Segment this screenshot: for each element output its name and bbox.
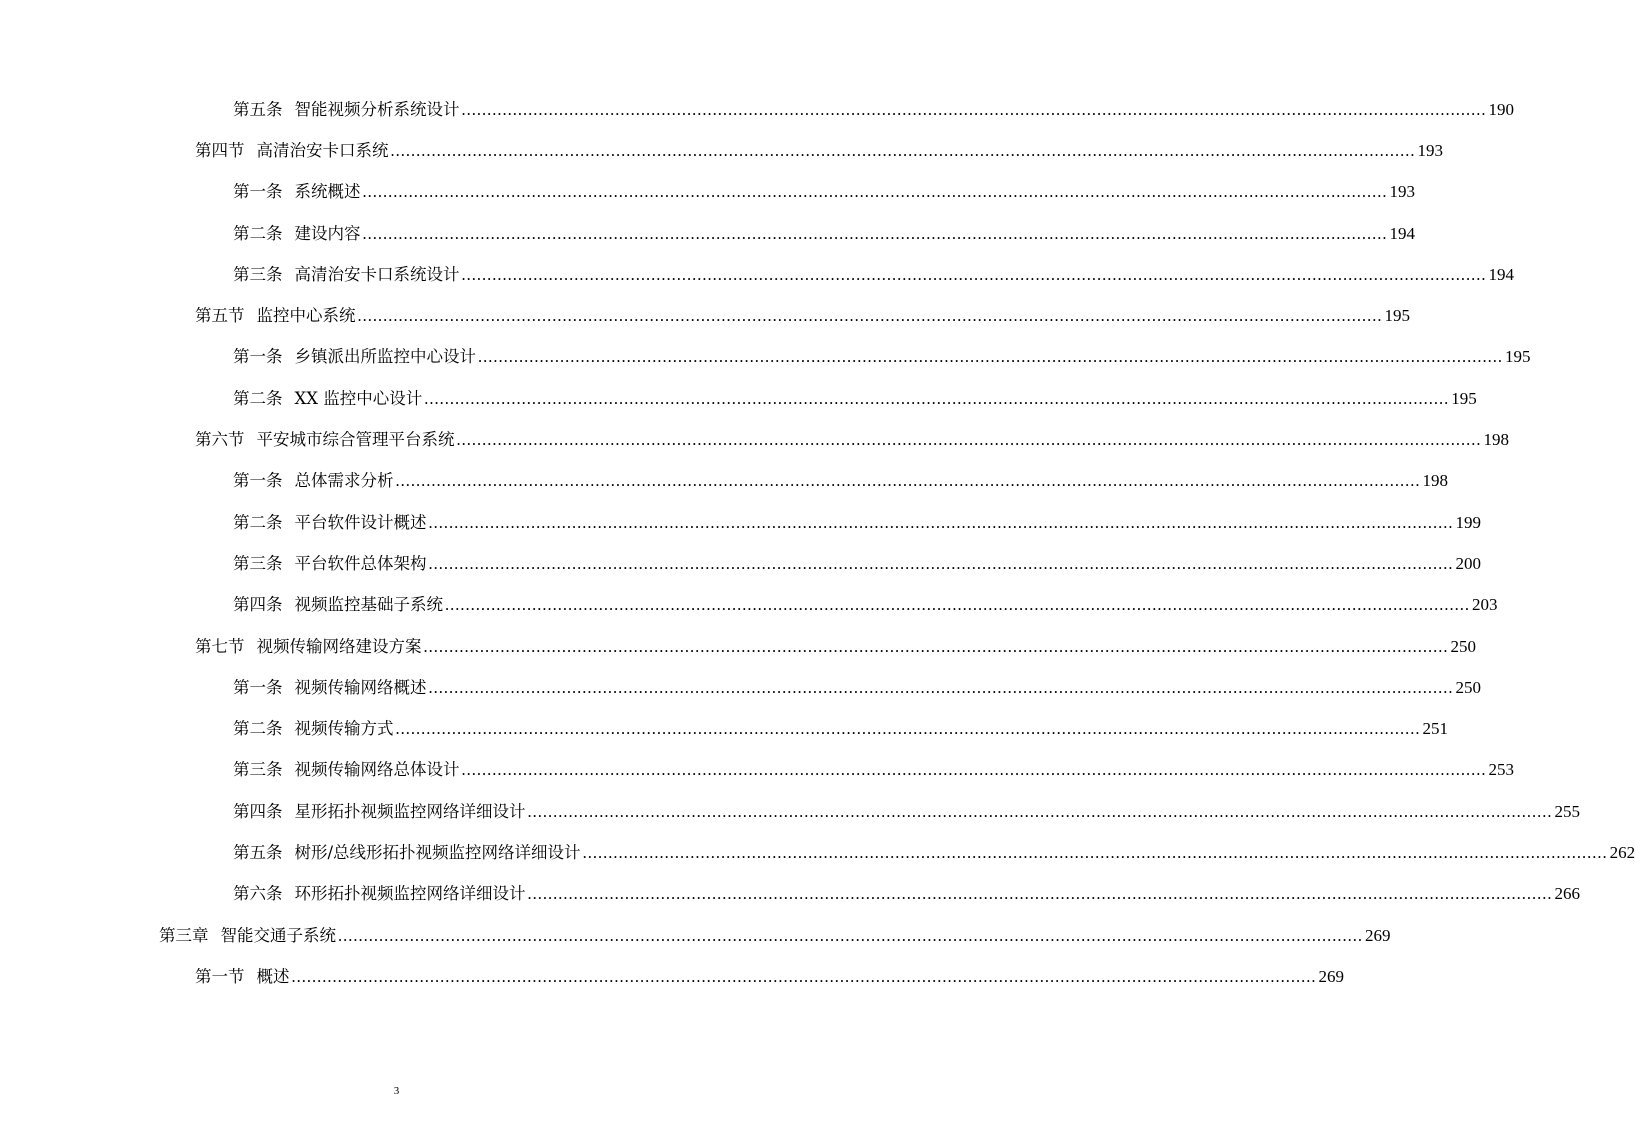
toc-entry-title: 平台软件设计概述: [294, 512, 427, 532]
toc-entry-page: 194: [1389, 223, 1415, 243]
toc-entry-label: [233, 346, 476, 368]
toc-leader-dots: ........................................................................................................................................................................................................: [291, 966, 1317, 986]
toc-entry-page: 195: [1451, 388, 1477, 408]
toc-entry[interactable]: [0, 956, 1344, 997]
toc-entry-number: 第一条: [233, 677, 283, 697]
toc-leader-dots: ........................................................................................................................................................................................................: [428, 512, 1454, 532]
toc-entry[interactable]: [0, 213, 1415, 254]
toc-entry-title: 平台软件总体架构: [294, 553, 427, 573]
toc-entry-page: 262: [1609, 842, 1635, 862]
toc-leader-dots: ........................................................................................................................................................................................................: [527, 884, 1553, 904]
toc-entry-label: [233, 801, 526, 823]
toc-entry-number: 第三条: [233, 760, 283, 780]
toc-entry-page: 255: [1554, 801, 1580, 821]
toc-entry-label: [233, 718, 394, 740]
toc-entry-label: [195, 966, 290, 988]
toc-entry-page: 250: [1450, 636, 1476, 656]
toc-entry-label: [233, 181, 361, 203]
toc-entry-label: [233, 470, 394, 492]
toc-entry-title: 智能视频分析系统设计: [294, 99, 460, 119]
toc-entry-title: 监控中心系统: [256, 306, 356, 326]
toc-entry-number: 第二条: [233, 223, 283, 243]
toc-entry-label: [195, 429, 455, 451]
toc-entry-label: [233, 553, 427, 575]
toc-entry[interactable]: [0, 172, 1415, 213]
toc-leader-dots: ........................................................................................................................................................................................................: [428, 677, 1454, 697]
toc-leader-dots: ........................................................................................................................................................................................................: [461, 760, 1487, 780]
toc-entry-title: 高清治安卡口系统: [256, 140, 389, 160]
toc-leader-dots: ........................................................................................................................................................................................................: [478, 347, 1503, 367]
toc-entry-number: 第三条: [233, 264, 283, 284]
toc-entry-number: 第四条: [233, 595, 283, 615]
toc-entry-label: [195, 305, 356, 327]
toc-entry-title: 概述: [256, 966, 290, 986]
toc-entry[interactable]: [0, 585, 1498, 626]
toc-entry-title: 环形拓扑视频监控网络详细设计: [294, 884, 526, 904]
toc-entry[interactable]: [0, 791, 1580, 832]
toc-entry-number: 第三章: [159, 925, 209, 945]
toc-entry-label: [233, 99, 460, 121]
toc-entry-page: 195: [1505, 347, 1531, 367]
toc-leader-dots: ........................................................................................................................................................................................................: [357, 306, 1383, 326]
toc-leader-dots: ........................................................................................................................................................................................................: [445, 595, 1470, 615]
toc-entry[interactable]: [0, 915, 1391, 956]
toc-leader-dots: ........................................................................................................................................................................................................: [423, 636, 1449, 656]
toc-leader-dots: ........................................................................................................................................................................................................: [362, 182, 1388, 202]
toc-entry-page: 198: [1483, 430, 1509, 450]
toc-entry-number: 第四节: [195, 140, 245, 160]
toc-leader-dots: ........................................................................................................................................................................................................: [395, 471, 1421, 491]
toc-entry-number: 第七节: [195, 636, 245, 656]
toc-entry-title: 智能交通子系统: [220, 925, 336, 945]
toc-entry-number: 第二条: [233, 388, 283, 408]
toc-entry-label: [233, 842, 581, 864]
toc-leader-dots: ........................................................................................................................................................................................................: [461, 264, 1487, 284]
toc-entry-label: [233, 388, 422, 410]
toc-entry-page: 195: [1384, 306, 1410, 326]
toc-entry-number: 第三条: [233, 553, 283, 573]
toc-entry-page: 194: [1488, 264, 1514, 284]
toc-entry-label: [159, 925, 336, 947]
toc-entry-page: 190: [1488, 99, 1514, 119]
toc-entry-page: 193: [1389, 182, 1415, 202]
toc-entry[interactable]: [0, 378, 1477, 419]
toc-entry[interactable]: [0, 295, 1410, 336]
toc-entry-label: [233, 677, 427, 699]
toc-entry[interactable]: [0, 626, 1476, 667]
toc-entry-title: 高清治安卡口系统设计: [294, 264, 460, 284]
toc-leader-dots: ........................................................................................................................................................................................................: [428, 553, 1454, 573]
toc-entry-label: [233, 883, 526, 905]
toc-leader-dots: ........................................................................................................................................................................................................: [461, 99, 1487, 119]
toc-leader-dots: ........................................................................................................................................................................................................: [582, 842, 1608, 862]
toc-entry-page: 253: [1488, 760, 1514, 780]
toc-entry-page: 269: [1318, 966, 1344, 986]
toc-entry-title: 系统概述: [294, 182, 361, 202]
toc-leader-dots: ........................................................................................................................................................................................................: [395, 719, 1421, 739]
toc-entry-page: 269: [1365, 925, 1391, 945]
toc-entry[interactable]: [0, 337, 1531, 378]
toc-entry[interactable]: [0, 543, 1481, 584]
toc-entry-number: 第六节: [195, 430, 245, 450]
toc-entry[interactable]: [0, 502, 1481, 543]
toc-leader-dots: ........................................................................................................................................................................................................: [362, 223, 1388, 243]
toc-entry-page: 193: [1417, 140, 1443, 160]
toc-entry-page: 198: [1422, 471, 1448, 491]
toc-entry-number: 第六条: [233, 884, 283, 904]
toc-entry-label: [233, 264, 460, 286]
toc-entry-page: 199: [1455, 512, 1481, 532]
page-number: 3: [393, 1085, 400, 1097]
toc-entry-title: 总体需求分析: [294, 471, 394, 491]
toc-entry-page: 200: [1455, 553, 1481, 573]
toc-entry-label: [195, 636, 422, 658]
toc-entry-number: 第二条: [233, 512, 283, 532]
toc-entry[interactable]: [0, 832, 1635, 873]
toc-entry-title: 视频传输网络建设方案: [256, 636, 422, 656]
toc-leader-dots: ........................................................................................................................................................................................................: [456, 430, 1482, 450]
toc-entry-title: 星形拓扑视频监控网络详细设计: [294, 801, 526, 821]
toc-entry[interactable]: [0, 667, 1481, 708]
toc-entry-number: 第四条: [233, 801, 283, 821]
table-of-contents: [0, 89, 1635, 998]
toc-entry[interactable]: [0, 750, 1514, 791]
toc-entry[interactable]: [0, 461, 1448, 502]
toc-entry-page: 251: [1422, 719, 1448, 739]
toc-entry-label: [233, 759, 460, 781]
toc-entry[interactable]: [0, 874, 1580, 915]
toc-entry-page: 250: [1455, 677, 1481, 697]
toc-leader-dots: ........................................................................................................................................................................................................: [338, 925, 1363, 945]
toc-entry-title: 视频传输网络总体设计: [294, 760, 460, 780]
toc-entry[interactable]: [0, 254, 1514, 295]
toc-leader-dots: ........................................................................................................................................................................................................: [424, 388, 1450, 408]
toc-entry-title: 平安城市综合管理平台系统: [256, 430, 455, 450]
toc-leader-dots: ........................................................................................................................................................................................................: [390, 140, 1416, 160]
toc-entry[interactable]: [0, 130, 1443, 171]
toc-entry-label: [233, 594, 443, 616]
toc-entry-number: 第五节: [195, 306, 245, 326]
toc-entry-title: 视频传输方式: [294, 719, 394, 739]
toc-entry-title: 乡镇派出所监控中心设计: [294, 347, 476, 367]
toc-entry-number: 第一条: [233, 182, 283, 202]
toc-entry-number: 第五条: [233, 99, 283, 119]
toc-entry[interactable]: [0, 89, 1514, 130]
toc-entry-label: [195, 140, 389, 162]
toc-entry-title: 视频监控基础子系统: [294, 595, 443, 615]
toc-entry-title: 建设内容: [294, 223, 361, 243]
toc-entry-title: XX 监控中心设计: [294, 388, 423, 408]
toc-leader-dots: ........................................................................................................................................................................................................: [527, 801, 1553, 821]
toc-entry[interactable]: [0, 708, 1448, 749]
toc-entry-number: 第五条: [233, 842, 283, 862]
toc-entry-title: 树形/总线形拓扑视频监控网络详细设计: [294, 842, 581, 862]
toc-entry-title: 视频传输网络概述: [294, 677, 427, 697]
toc-entry-label: [233, 512, 427, 534]
toc-entry-page: 203: [1472, 595, 1498, 615]
toc-entry-number: 第二条: [233, 719, 283, 739]
toc-entry-number: 第一节: [195, 966, 245, 986]
toc-entry-number: 第一条: [233, 347, 283, 367]
toc-entry-number: 第一条: [233, 471, 283, 491]
toc-entry[interactable]: [0, 419, 1509, 460]
toc-entry-label: [233, 223, 361, 245]
toc-entry-page: 266: [1554, 884, 1580, 904]
